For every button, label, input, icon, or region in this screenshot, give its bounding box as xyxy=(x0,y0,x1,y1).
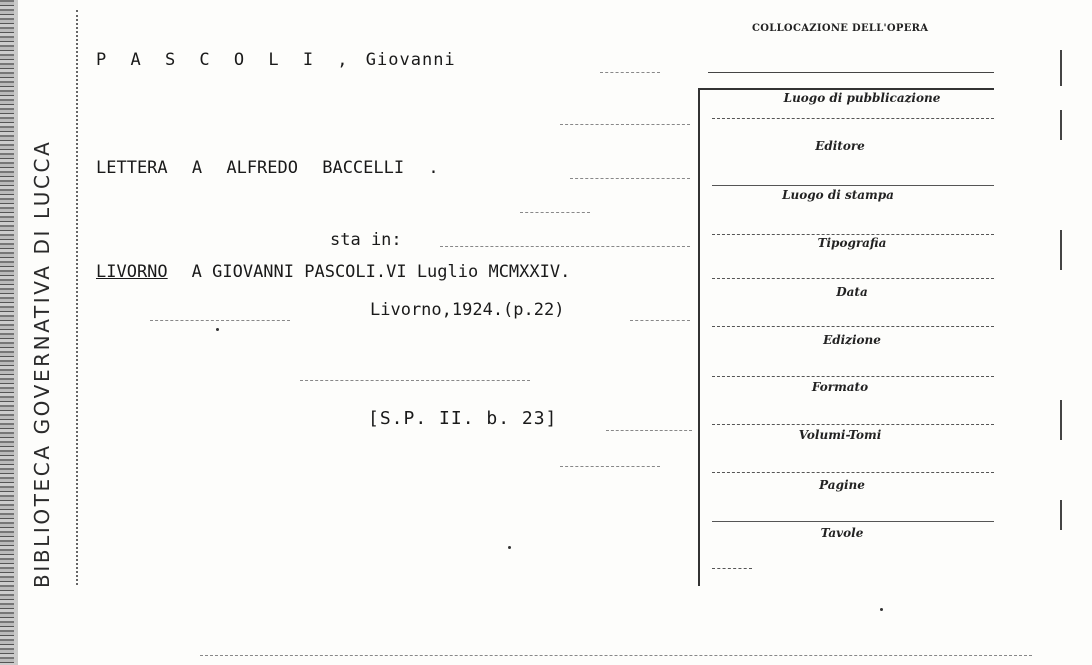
source-line-1 xyxy=(96,262,570,282)
library-name-vertical: BIBLIOTECA GOVERNATIVA DI LUCCA xyxy=(30,139,54,588)
leader-line xyxy=(560,466,660,467)
field-rule xyxy=(712,472,994,473)
leader-line xyxy=(150,320,290,321)
source-title: A GIOVANNI PASCOLI.VI Luglio MCMXXIV. xyxy=(191,262,571,282)
right-edge-mark xyxy=(1060,50,1062,86)
ink-dot xyxy=(508,546,511,549)
author-surname: P A S C O L I , xyxy=(96,50,355,70)
leader-line xyxy=(606,430,692,431)
bottom-dashed-line xyxy=(200,655,1032,656)
leader-line xyxy=(520,212,590,213)
panel-top-border xyxy=(698,88,994,90)
field-rule xyxy=(712,376,994,377)
ink-dot xyxy=(880,608,883,611)
collocation-header: COLLOCAZIONE DELL'OPERA xyxy=(752,23,929,34)
source-underlined-word: LIVORNO xyxy=(96,262,168,282)
right-edge-mark xyxy=(1060,400,1062,440)
author-forename: Giovanni xyxy=(365,50,456,70)
leader-line xyxy=(630,320,690,321)
author-entry xyxy=(96,50,456,70)
margin-dotted-line xyxy=(76,10,78,585)
field-tavole: Tavole xyxy=(820,526,864,540)
leader-line xyxy=(560,124,690,125)
card-left-shadow xyxy=(14,0,18,665)
field-rule xyxy=(712,234,994,235)
leader-line xyxy=(570,178,690,179)
field-rule xyxy=(712,118,994,119)
right-edge-mark xyxy=(1060,230,1062,270)
in-label: sta in: xyxy=(330,230,402,250)
collocation-rule xyxy=(708,72,994,73)
panel-left-border xyxy=(698,88,700,586)
field-luogo-pubblicazione: Luogo di pubblicazione xyxy=(783,91,941,105)
shelfmark: [S.P. II. b. 23] xyxy=(368,408,558,429)
field-rule xyxy=(712,278,994,279)
field-rule xyxy=(712,521,994,522)
field-formato: Formato xyxy=(811,380,869,394)
field-rule xyxy=(712,568,752,569)
right-edge-mark xyxy=(1060,110,1062,140)
field-rule xyxy=(712,185,994,186)
field-edizione: Edizione xyxy=(823,333,881,347)
card-left-edge xyxy=(0,0,14,665)
field-tipografia: Tipografia xyxy=(817,236,887,250)
field-rule xyxy=(712,326,994,327)
field-data: Data xyxy=(836,285,868,299)
leader-line xyxy=(300,380,530,381)
ink-dot xyxy=(216,328,219,331)
work-title: LETTERA A ALFREDO BACCELLI . xyxy=(96,158,439,178)
field-rule xyxy=(712,424,994,425)
field-pagine: Pagine xyxy=(819,478,865,492)
leader-line xyxy=(440,246,690,247)
leader-line xyxy=(600,72,660,73)
source-line-2: Livorno,1924.(p.22) xyxy=(370,300,565,320)
field-volumi-tomi: Volumi-Tomi xyxy=(798,428,882,442)
right-edge-mark xyxy=(1060,500,1062,530)
field-editore: Editore xyxy=(815,139,865,153)
field-luogo-stampa: Luogo di stampa xyxy=(782,188,894,202)
